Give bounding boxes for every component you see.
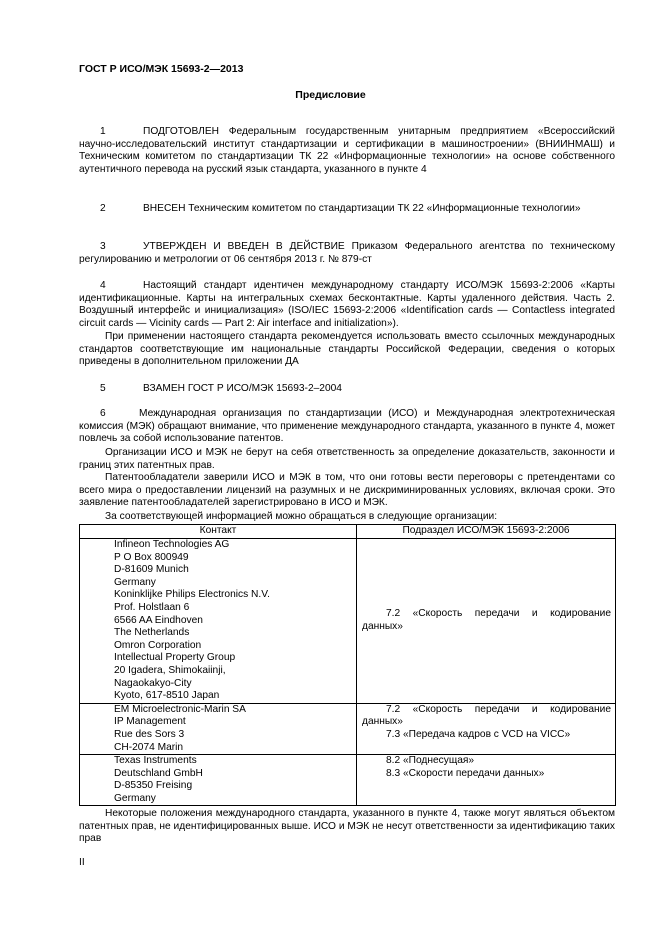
item-text: ВНЕСЕН Техническим комитетом по стандартизации ТК 22 «Информационные технологии» bbox=[143, 203, 581, 214]
contact-line: Koninklijke Philips Electronics N.V. bbox=[114, 589, 270, 601]
section-line: 7.3 «Передача кадров с VCD на VICC» bbox=[386, 728, 571, 740]
contact-line: Germany bbox=[114, 576, 156, 588]
contact-line: The Netherlands bbox=[114, 627, 190, 639]
contact-line: Nagaokakyo-City bbox=[114, 677, 192, 689]
contact-line: Omron Corporation bbox=[114, 639, 202, 651]
table-header-row bbox=[80, 525, 616, 539]
contact-line: EM Microelectronic-Marin SA bbox=[114, 703, 246, 715]
contact-line: 6566 AA Eindhoven bbox=[114, 614, 203, 626]
column-header-contact: Контакт bbox=[80, 525, 357, 539]
closing-paragraph bbox=[79, 808, 615, 846]
column-header-section: Подраздел ИСО/МЭК 15693-2:2006 bbox=[357, 525, 616, 539]
item-5 bbox=[79, 383, 615, 396]
page-number: II bbox=[79, 857, 85, 868]
item-text: Патентообладатели заверили ИСО и МЭК в том, что они готовы вести переговоры с претендентами со всего мира о предоставлении лицензий на разумных и не дискриминированных условиях, включая сроки. Это заявление патентообладателей зарегистрировано в ИСО и МЭК. bbox=[79, 472, 615, 509]
organizations-table bbox=[79, 524, 616, 806]
item-text: Настоящий стандарт идентичен международному стандарту ИСО/МЭК 15693-2:2006 «Карты идентификационные. Карты на интегральных схемах бесконтактные. Карты удаленного действия. Часть 2. Воздушный интерфейс и инициализация» (ISO/IEC 15693-2:2006 «Identification cards — Contactless integrated circuit cards — Vicinity cards — Part 2: Air interface and initialization»). bbox=[79, 280, 615, 329]
contact-cell bbox=[80, 755, 357, 806]
item-number: 2 bbox=[100, 203, 106, 214]
contact-cell bbox=[80, 703, 357, 754]
section-line: 7.2 «Скорость передачи и кодирование данных» bbox=[362, 703, 611, 728]
document-header: ГОСТ Р ИСО/МЭК 15693-2—2013 bbox=[79, 63, 244, 75]
section-line: 8.2 «Поднесущая» bbox=[386, 755, 475, 767]
item-6-note-1 bbox=[79, 447, 615, 472]
contact-line: D-85350 Freising bbox=[114, 780, 193, 792]
contact-line: D-81609 Munich bbox=[114, 564, 189, 576]
item-6-note-3 bbox=[79, 511, 615, 524]
section-line: 7.2 «Скорость передачи и кодирование данных» bbox=[362, 608, 611, 632]
section-cell bbox=[357, 539, 616, 704]
item-text: ПОДГОТОВЛЕН Федеральным государственным унитарным предприятием «Всероссийский научно-исследовательский институт стандартизации и сертификации в машиностроении» (ВНИИНМАШ) и Техническим комитетом по стандартизации ТК 22 «Информационные технологии» на основе собственного аутентичного перевода на русский язык стандарта, указанного в пункте 4 bbox=[79, 126, 615, 175]
contact-line: Rue des Sors 3 bbox=[114, 728, 185, 740]
contact-line: 20 Igadera, Shimokaiinji, bbox=[114, 664, 226, 676]
item-text: Организации ИСО и МЭК не берут на себя ответственность за определение доказательств, законности и границ этих патентных прав. bbox=[79, 447, 615, 471]
contact-line: CH-2074 Marin bbox=[114, 741, 184, 753]
contact-line: Germany bbox=[114, 792, 156, 804]
item-number: 5 bbox=[100, 383, 106, 394]
item-1 bbox=[79, 126, 615, 176]
contact-line: P O Box 800949 bbox=[114, 551, 189, 563]
page-title: Предисловие bbox=[295, 89, 366, 101]
item-text: При применении настоящего стандарта рекомендуется использовать вместо ссылочных международных стандартов соответствующие им национальные стандарты Российской Федерации, сведения о которых приведены в дополнительном приложении ДА bbox=[79, 331, 615, 368]
item-6-note-2 bbox=[79, 472, 615, 510]
table-row bbox=[80, 703, 616, 754]
item-text: ВЗАМЕН ГОСТ Р ИСО/МЭК 15693-2–2004 bbox=[143, 383, 342, 394]
table-row bbox=[80, 539, 616, 704]
item-3 bbox=[79, 241, 615, 266]
item-4-note bbox=[79, 331, 615, 369]
item-4 bbox=[79, 280, 615, 330]
section-cell bbox=[357, 703, 616, 754]
item-number: 1 bbox=[100, 126, 106, 137]
contact-line: Kyoto, 617-8510 Japan bbox=[114, 690, 220, 702]
item-text: За соответствующей информацией можно обращаться в следующие организации: bbox=[105, 511, 498, 522]
item-number: 3 bbox=[100, 241, 106, 252]
closing-text: Некоторые положения международного стандарта, указанного в пункте 4, также могут являться объектом патентных прав, не идентифицированных выше. ИСО и МЭК не несут ответственности за идентификацию таких прав bbox=[79, 808, 615, 845]
contact-line: Texas Instruments bbox=[114, 755, 197, 767]
table-row bbox=[80, 755, 616, 806]
item-number: 6 bbox=[100, 408, 106, 419]
section-cell bbox=[357, 755, 616, 806]
contact-line: Infineon Technologies AG bbox=[114, 539, 230, 550]
contact-line: Prof. Holstlaan 6 bbox=[114, 601, 190, 613]
contact-line: IP Management bbox=[114, 716, 186, 728]
item-6 bbox=[79, 408, 615, 446]
item-2 bbox=[79, 203, 615, 216]
item-number: 4 bbox=[100, 280, 106, 291]
section-line: 8.3 «Скорости передачи данных» bbox=[386, 767, 545, 779]
contact-cell bbox=[80, 539, 357, 704]
contact-line: Intellectual Property Group bbox=[114, 652, 236, 664]
item-text: УТВЕРЖДЕН И ВВЕДЕН В ДЕЙСТВИЕ Приказом Федерального агентства по техническому регулированию и метрологии от 06 сентября 2013 г. № 879-ст bbox=[79, 241, 615, 265]
contact-line: Deutschland GmbH bbox=[114, 767, 203, 779]
item-text: Международная организация по стандартизации (ИСО) и Международная электротехническая комиссия (МЭК) обращают внимание, что применение международного стандарта, указанного в пункте 4, может повлечь за собой использование патентов. bbox=[79, 408, 615, 445]
